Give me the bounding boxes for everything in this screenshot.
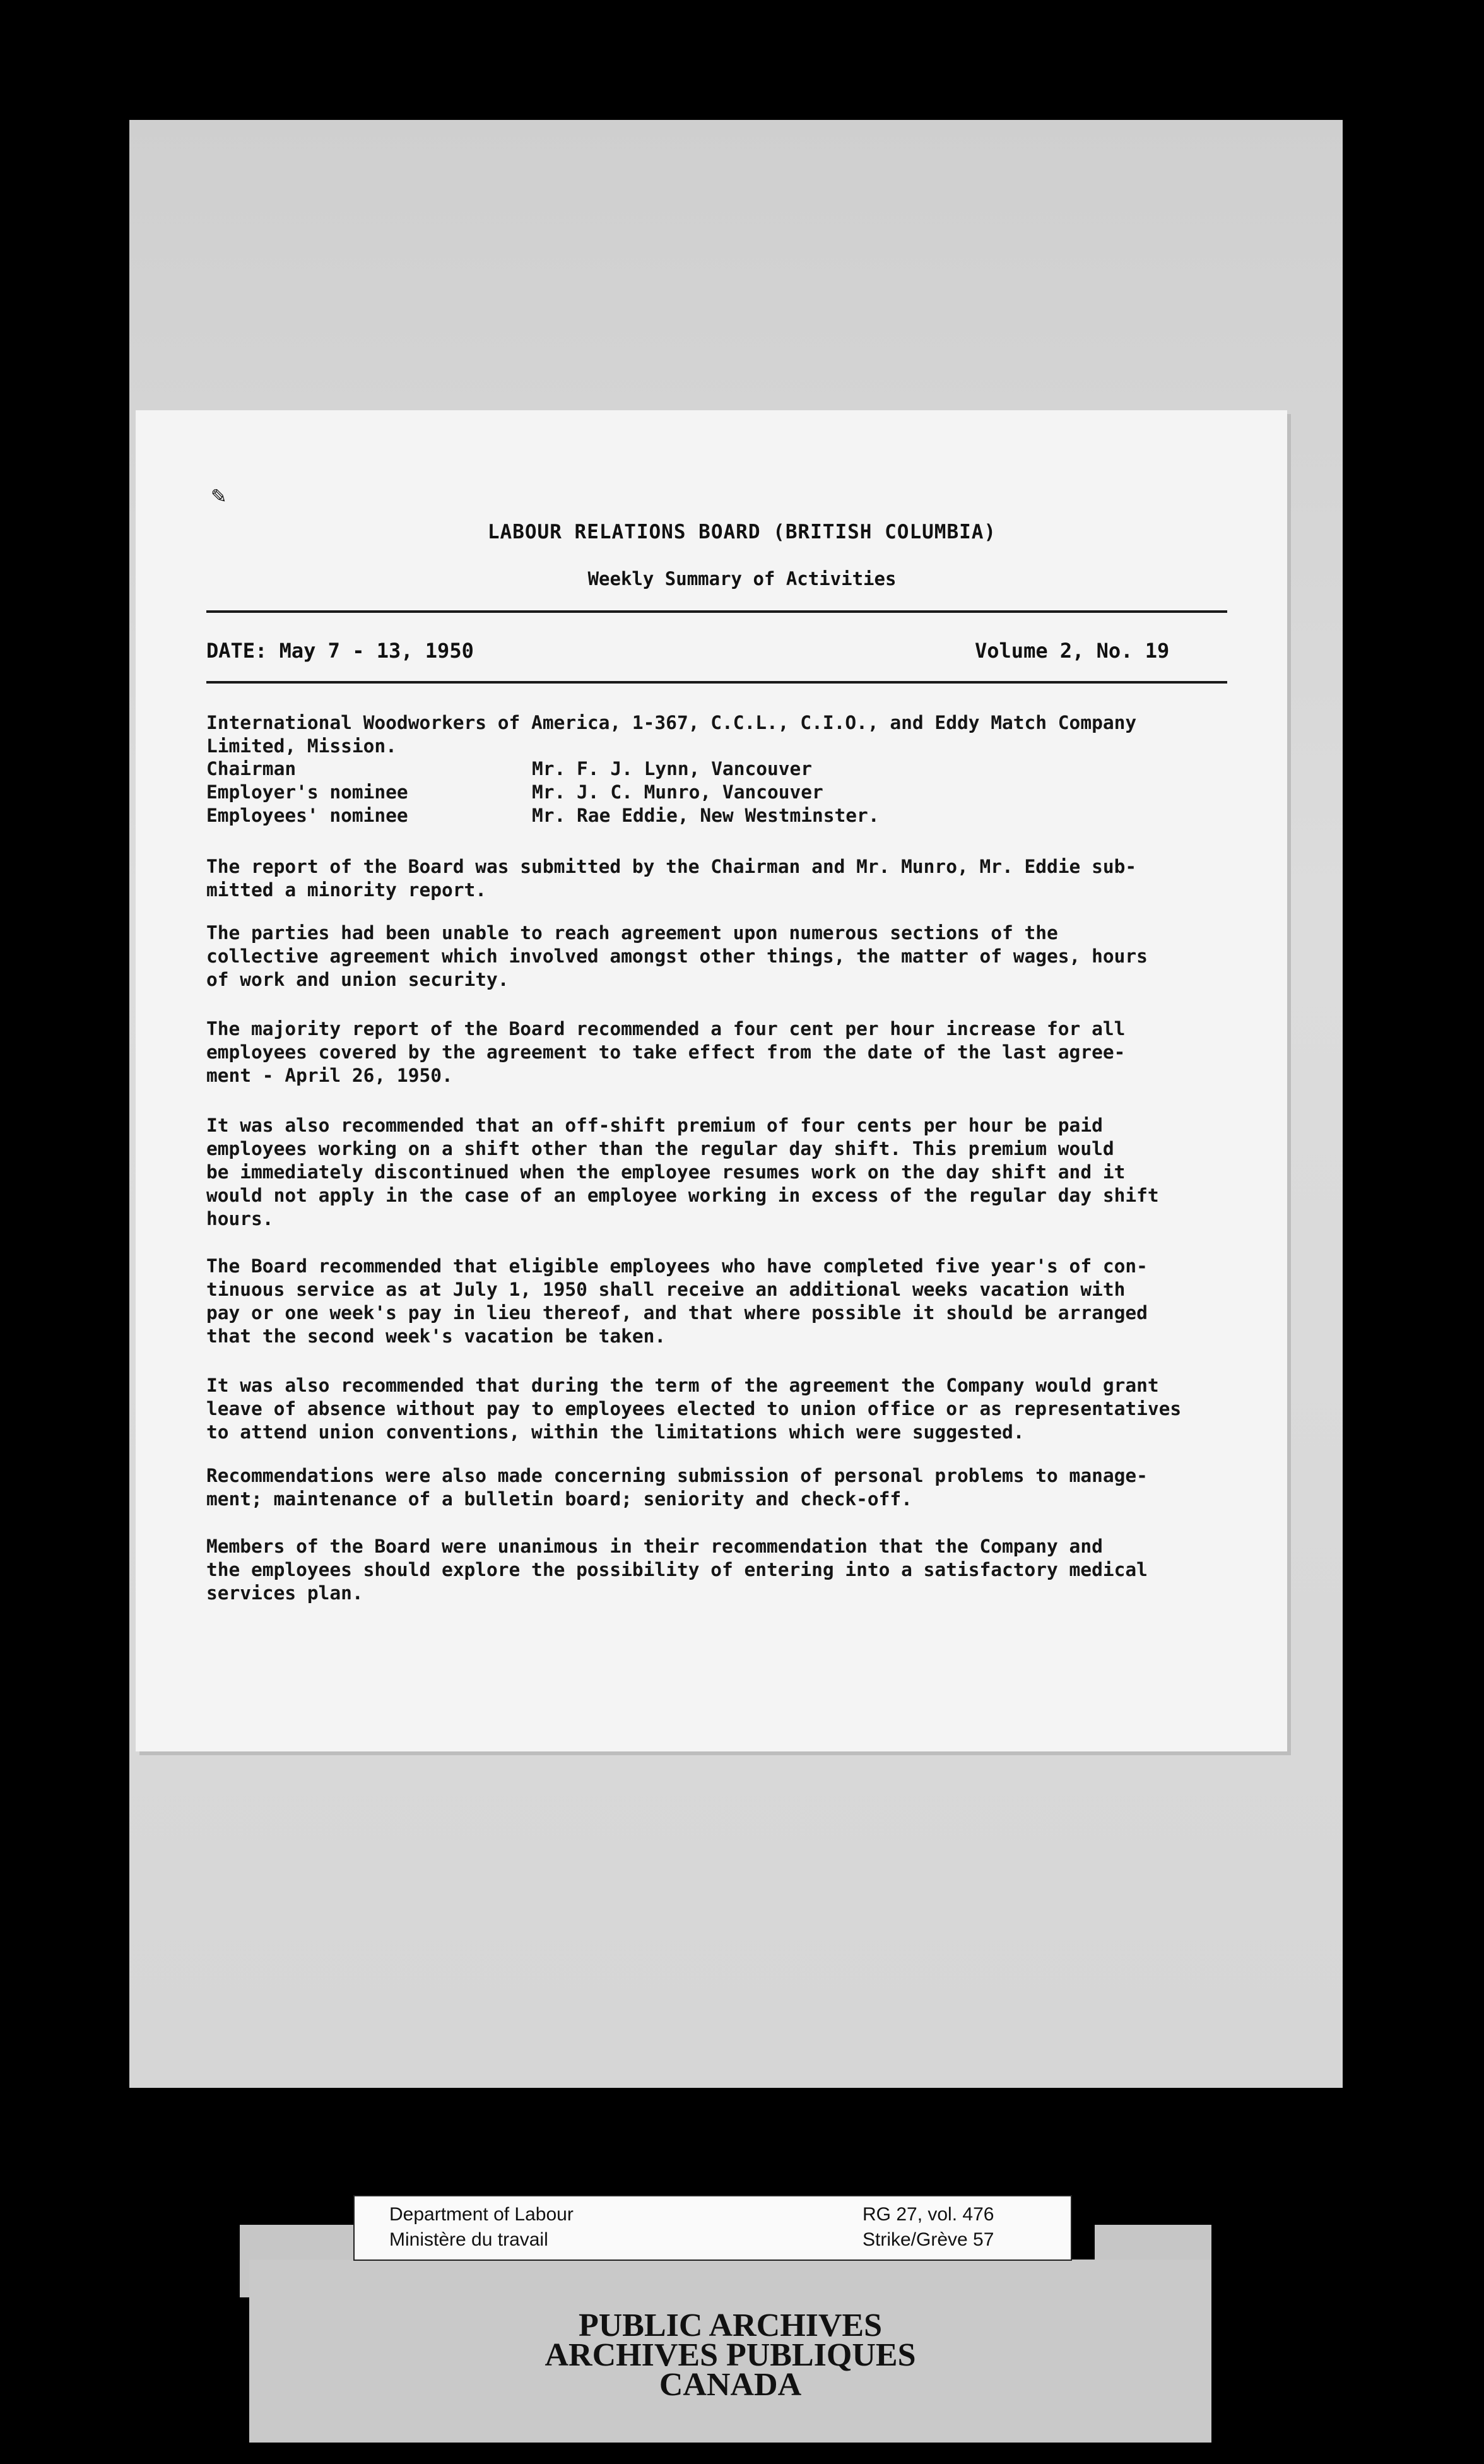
stamp-line: PUBLIC ARCHIVES: [578, 2307, 883, 2343]
member-name: Mr. Rae Eddie, New Westminster.: [532, 805, 880, 826]
member-role: Chairman: [206, 758, 297, 779]
summary-subtitle: Weekly Summary of Activities: [587, 568, 897, 589]
header-rule-top: [206, 610, 1227, 613]
header-rule-bottom: [206, 681, 1227, 684]
archives-stamp: [249, 2260, 1211, 2443]
board-title: LABOUR RELATIONS BOARD (BRITISH COLUMBIA): [487, 521, 997, 543]
archive-reference-card: [353, 2195, 1072, 2261]
stamp-line: CANADA: [659, 2367, 802, 2403]
strike-number: Strike/Grève 57: [863, 2229, 994, 2250]
department-english: Department of Labour: [389, 2204, 574, 2225]
paragraph: The majority report of the Board recommended a four cent per hour increase for all employees covered by the agreement to take effect from the date of the last agree- ment - April 26, 1950.: [206, 1018, 1126, 1086]
member-name: Mr. J. C. Munro, Vancouver: [532, 781, 823, 803]
case-title-line2: Limited, Mission.: [206, 735, 397, 757]
member-role: Employees' nominee: [206, 805, 408, 826]
stamp-line: ARCHIVES PUBLIQUES: [545, 2337, 916, 2373]
paragraph: It was also recommended that an off-shift premium of four cents per hour be paid employees working on a shift other than the regular day shift. This premium would be immediately discontinued when the employee resumes work on the day shift and it would not apply in the case of an employee working in excess of the regular day shift hours.: [206, 1115, 1159, 1229]
paragraph: The parties had been unable to reach agreement upon numerous sections of the collective agreement which involved amongst other things, the matter of wages, hours of work and union security.: [206, 922, 1148, 990]
paragraph: Recommendations were also made concerning submission of personal problems to manage- ment; maintenance of a bulletin board; seniority and check-off.: [206, 1465, 1148, 1510]
paragraph: The Board recommended that eligible employees who have completed five year's of con- tinuous service as at July 1, 1950 shall receive an additional weeks vacation with pay or one week's pay in lieu thereof, and that where possible it should be arranged that the second week's vacation be taken.: [206, 1255, 1148, 1347]
case-title-line1: International Woodworkers of America, 1-367, C.C.L., C.I.O., and Eddy Match Company: [206, 712, 1137, 733]
record-group-reference: RG 27, vol. 476: [863, 2204, 994, 2225]
department-french: Ministère du travail: [389, 2229, 548, 2250]
member-name: Mr. F. J. Lynn, Vancouver: [532, 758, 813, 779]
paragraph: It was also recommended that during the term of the agreement the Company would grant leave of absence without pay to employees elected to union office or as representatives to attend union conventions, within the limitations which were suggested.: [206, 1375, 1182, 1443]
paragraph: The report of the Board was submitted by the Chairman and Mr. Munro, Mr. Eddie sub- mitted a minority report.: [206, 856, 1137, 901]
handwritten-mark: ✎: [211, 481, 226, 509]
paragraph: Members of the Board were unanimous in their recommendation that the Company and the employees should explore the possibility of entering into a satisfactory medical services plan.: [206, 1536, 1148, 1604]
date-line: DATE: May 7 - 13, 1950: [206, 639, 474, 663]
member-role: Employer's nominee: [206, 781, 408, 803]
volume-number: Volume 2, No. 19: [975, 639, 1170, 663]
